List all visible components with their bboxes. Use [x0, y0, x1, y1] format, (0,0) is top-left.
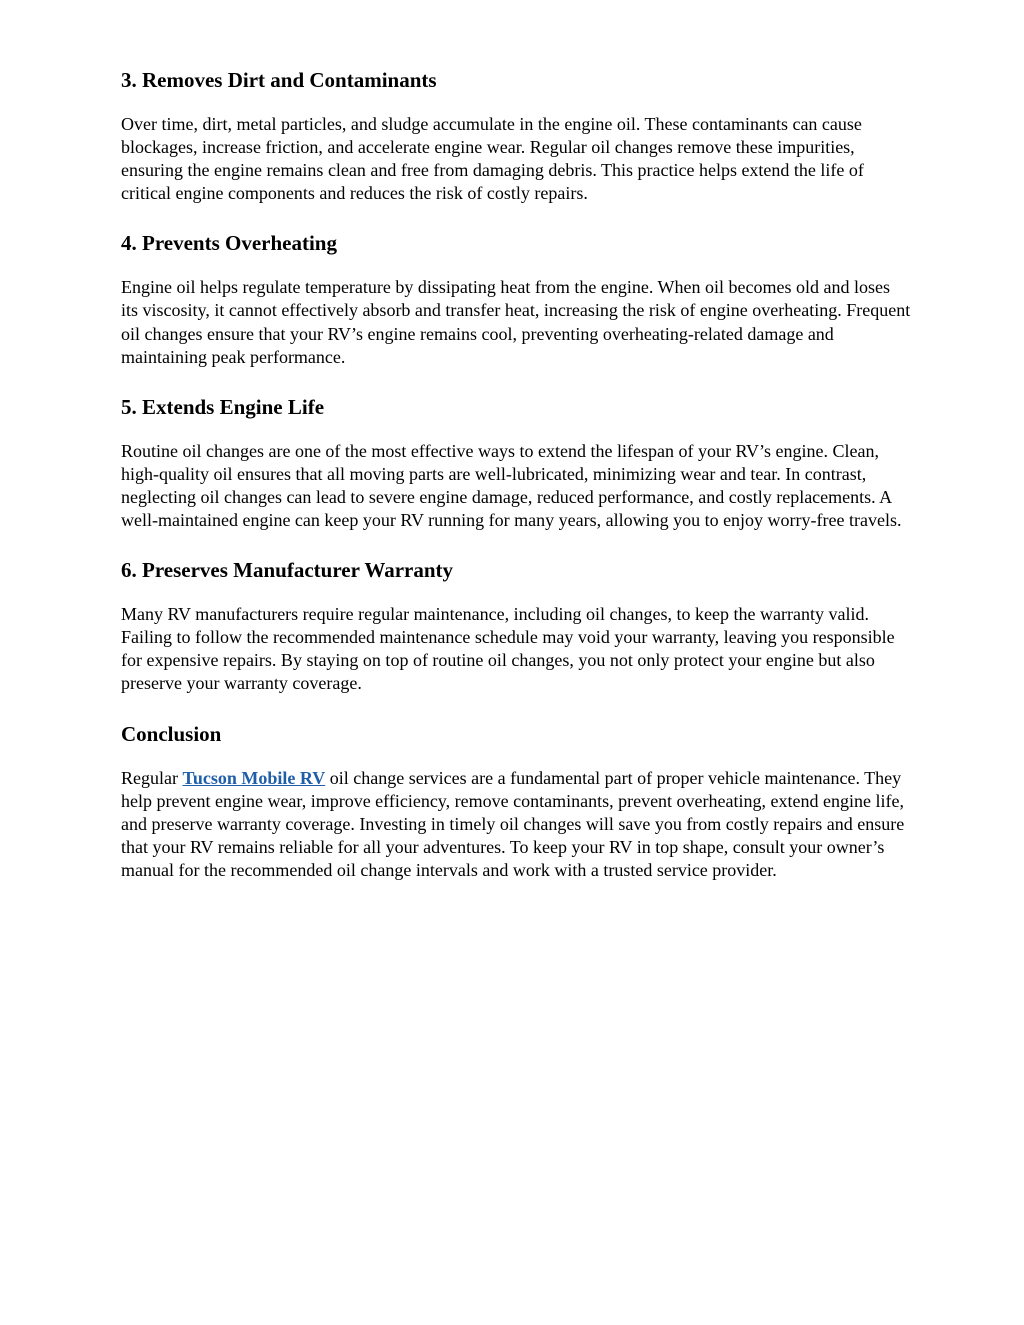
conclusion-heading: Conclusion — [121, 721, 222, 746]
section-extends-engine-life — [121, 393, 911, 532]
tucson-mobile-rv-link[interactable]: Tucson Mobile RV — [182, 767, 326, 788]
section-paragraph: Many RV manufacturers require regular maintenance, including oil changes, to keep the warranty valid. Failing to follow the recommended maintenance schedule may void your warranty, leaving you responsible for expensive repairs. By staying on top of routine oil changes, you not only protect your engine but also preserve your warranty coverage. — [121, 604, 895, 694]
section-heading: 3. Removes Dirt and Contaminants — [121, 68, 437, 92]
section-paragraph: Over time, dirt, metal particles, and sludge accumulate in the engine oil. These contaminants can cause blockages, increase friction, and accelerate engine wear. Regular oil changes remove these impurities, ensuring the engine remains clean and free from damaging debris. This practice helps extend the life of critical engine components and reduces the risk of costly repairs. — [121, 114, 864, 204]
section-heading: 5. Extends Engine Life — [121, 394, 325, 419]
section-paragraph: Engine oil helps regulate temperature by dissipating heat from the engine. When oil becomes old and loses its viscosity, it cannot effectively absorb and transfer heat, increasing the risk of engine overheating. Frequent oil changes ensure that your RV’s engine remains cool, preventing overheating-related damage and maintaining peak performance. — [121, 277, 911, 367]
section-paragraph: Routine oil changes are one of the most effective ways to extend the lifespan of your RV’s engine. Clean, high-quality oil ensures that all moving parts are well-lubricated, minimizing wear and tear. In contrast, neglecting oil changes can lead to severe engine damage, reduced performance, and costly replacements. A well-maintained engine can keep your RV running for many years, allowing you to enjoy worry-free travels. — [121, 440, 902, 531]
section-prevents-overheating — [121, 229, 911, 368]
conclusion-paragraph — [121, 767, 911, 882]
section-removes-dirt — [121, 66, 911, 205]
conclusion-prefix: Regular — [121, 767, 183, 788]
document-page — [121, 66, 911, 906]
section-preserves-warranty — [121, 556, 911, 695]
section-heading: 6. Preserves Manufacturer Warranty — [121, 558, 454, 583]
conclusion-suffix: oil change services are a fundamental part of proper vehicle maintenance. They help prevent engine wear, improve efficiency, remove contaminants, prevent overheating, extend engine life, and preserve warranty coverage. Investing in timely oil changes will save you from costly repairs and ensure that your RV remains reliable for all your adventures. To keep your RV in top shape, consult your owner’s manual for the recommended oil change intervals and work with a trusted service provider. — [121, 767, 905, 880]
section-heading: 4. Prevents Overheating — [121, 231, 337, 256]
section-conclusion — [121, 720, 911, 882]
